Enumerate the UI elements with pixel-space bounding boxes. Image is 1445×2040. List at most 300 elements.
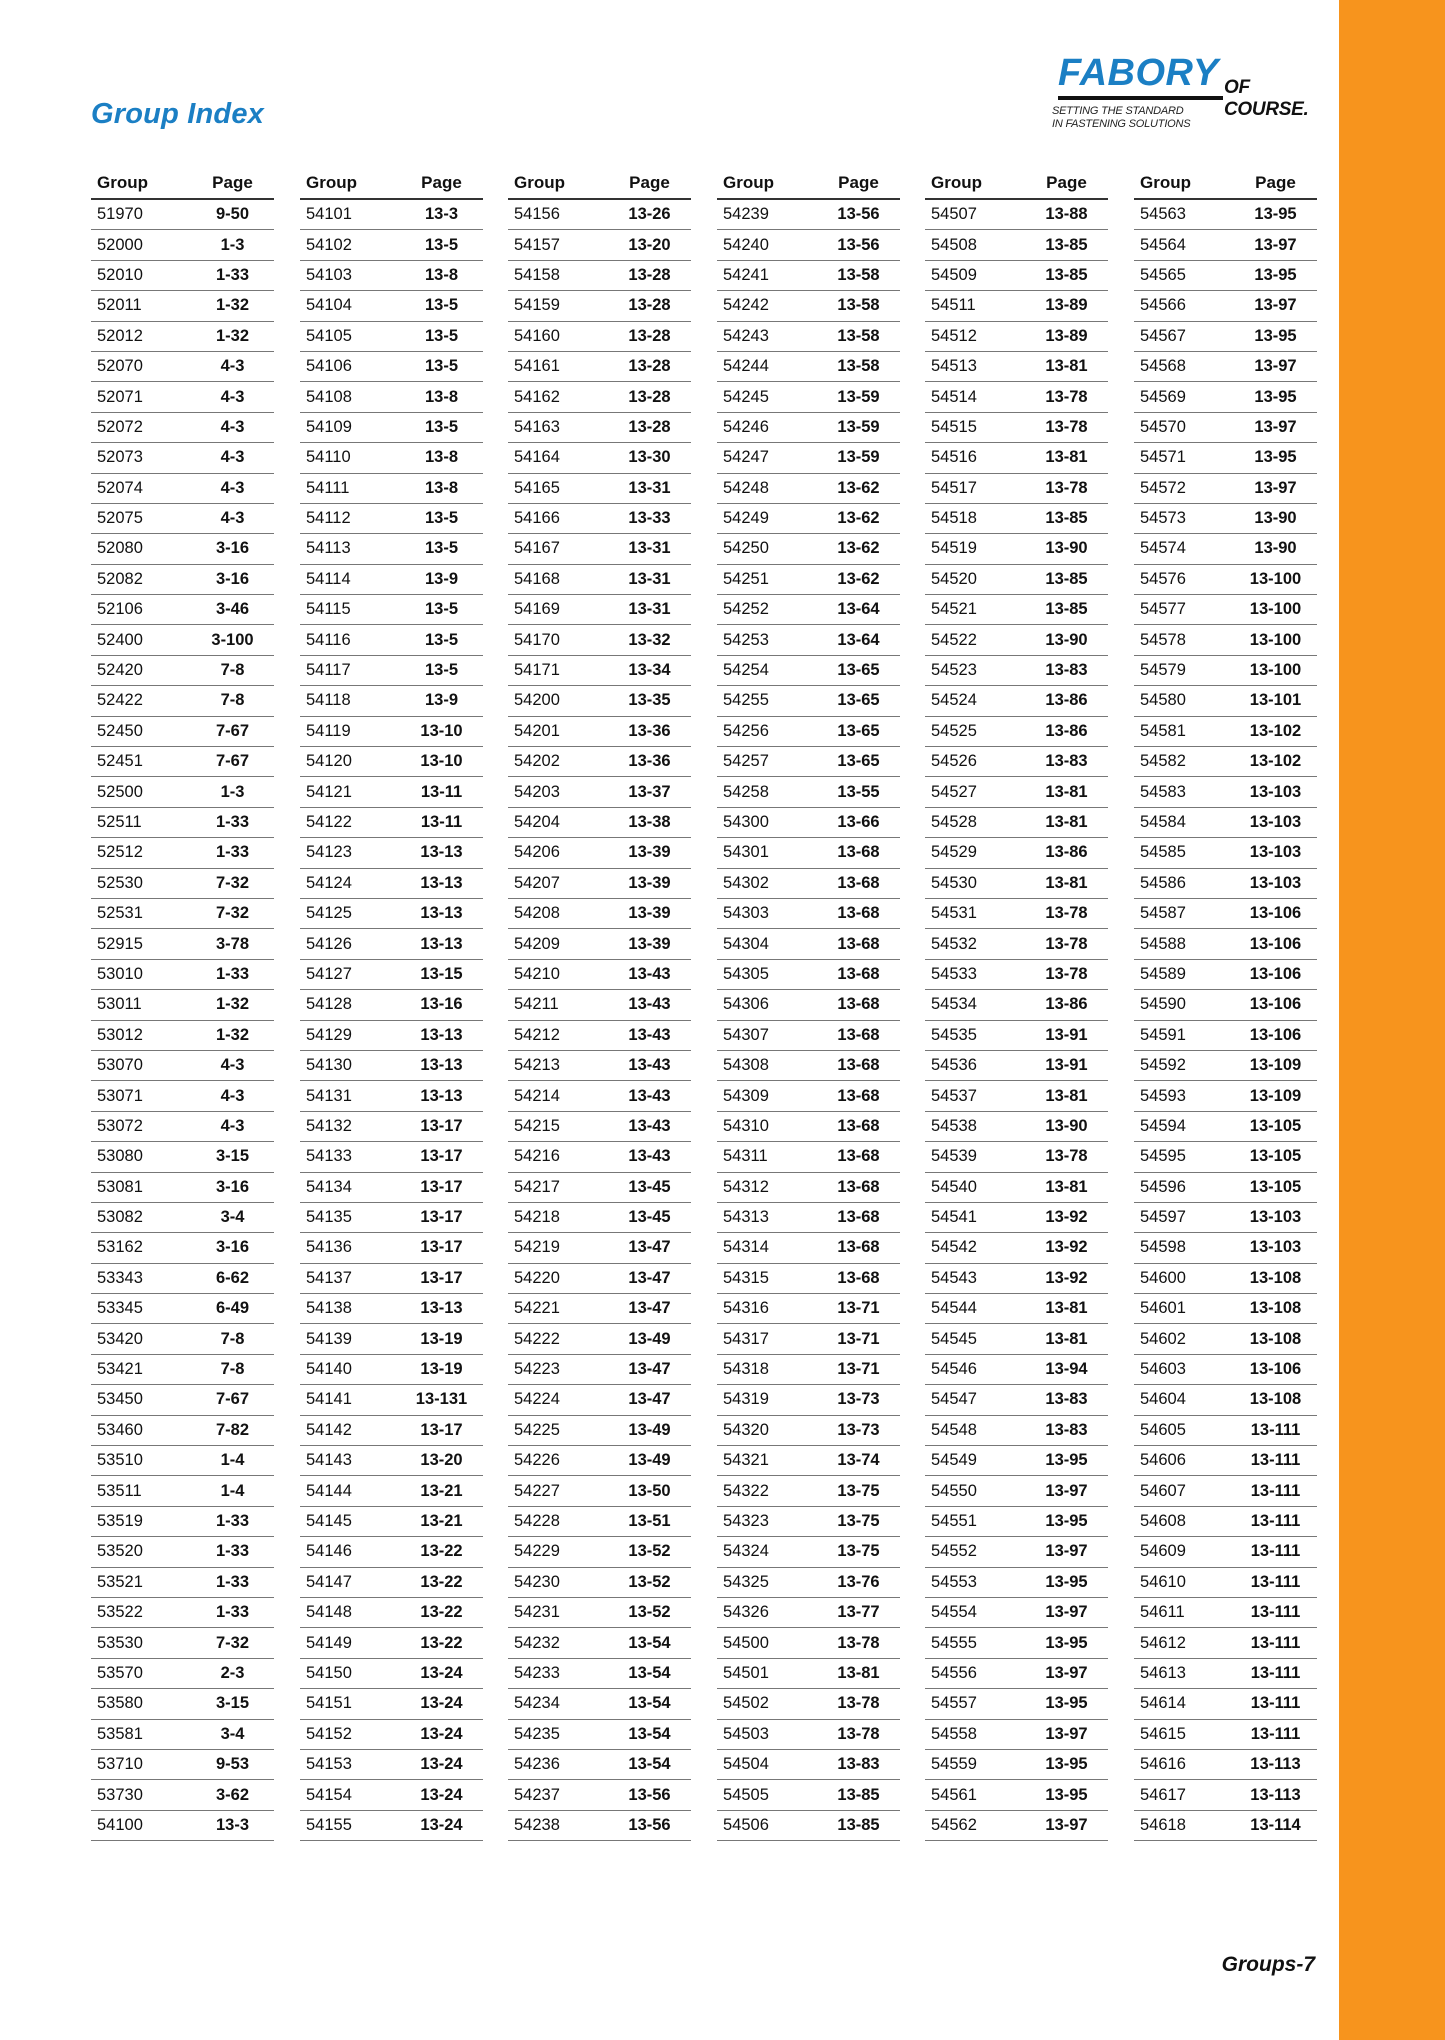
page-reference: 13-66	[837, 813, 880, 831]
group-number: 54607	[1140, 1481, 1186, 1500]
table-row	[925, 534, 1108, 564]
page-reference: 1-32	[215, 995, 250, 1014]
page-reference: 13-47	[628, 1390, 671, 1409]
table-row	[300, 960, 483, 990]
table-row	[1134, 960, 1317, 990]
table-row	[91, 717, 274, 747]
table-row	[300, 990, 483, 1020]
page-reference: 13-3	[424, 205, 459, 224]
page-reference: 1-33	[215, 964, 250, 983]
group-number: 54224	[514, 1390, 560, 1409]
table-row	[508, 1598, 691, 1628]
table-row	[717, 1416, 900, 1446]
page-reference: 7-8	[220, 661, 245, 680]
page-reference: 13-24	[420, 1815, 463, 1834]
group-number: 54137	[306, 1268, 352, 1287]
group-number: 54596	[1140, 1177, 1186, 1196]
group-number: 54564	[1140, 235, 1186, 254]
table-row	[1134, 1021, 1317, 1051]
page-reference: 13-111	[1250, 1603, 1301, 1622]
table-row	[1134, 1173, 1317, 1203]
table-row	[925, 656, 1108, 686]
group-number: 54210	[514, 964, 560, 983]
page-reference: 4-3	[220, 478, 245, 497]
group-number: 54532	[931, 934, 977, 953]
table-row	[1134, 899, 1317, 929]
group-number: 54303	[723, 904, 769, 923]
table-row	[91, 1173, 274, 1203]
page-reference: 3-16	[215, 539, 250, 558]
table-row	[717, 1476, 900, 1506]
table-row	[1134, 990, 1317, 1020]
table-row	[300, 1720, 483, 1750]
group-number: 54614	[1140, 1694, 1186, 1713]
table-row	[1134, 1507, 1317, 1537]
page-reference: 13-75	[837, 1542, 880, 1561]
page-reference: 13-95	[1254, 205, 1297, 224]
group-number: 54310	[723, 1116, 769, 1135]
page-reference: 13-97	[1254, 357, 1297, 376]
table-row	[717, 1507, 900, 1537]
page-reference: 13-22	[420, 1542, 463, 1561]
page-reference: 13-97	[1254, 478, 1297, 497]
table-row	[508, 1416, 691, 1446]
page-reference: 13-85	[1045, 235, 1088, 254]
group-number: 53420	[97, 1329, 143, 1348]
group-number: 54112	[306, 509, 351, 528]
group-number: 54565	[1140, 265, 1186, 284]
table-row	[717, 261, 900, 291]
table-row	[300, 382, 483, 412]
table-row	[1134, 261, 1317, 291]
group-number: 54220	[514, 1268, 560, 1287]
table-row	[508, 230, 691, 260]
table-row	[717, 382, 900, 412]
group-number: 54320	[723, 1420, 769, 1439]
page-reference: 1-33	[215, 1511, 250, 1530]
table-row	[925, 899, 1108, 929]
group-number: 54306	[723, 995, 769, 1014]
group-number: 54571	[1140, 448, 1186, 467]
table-row	[300, 1659, 483, 1689]
page-reference: 13-89	[1045, 326, 1088, 345]
group-number: 54549	[931, 1451, 977, 1470]
table-row	[717, 1021, 900, 1051]
table-row	[1134, 1233, 1317, 1263]
page-reference: 13-24	[420, 1694, 463, 1713]
table-row	[717, 413, 900, 443]
group-number: 54617	[1140, 1785, 1186, 1804]
page-reference: 13-90	[1045, 630, 1088, 649]
table-row	[717, 777, 900, 807]
table-row	[717, 960, 900, 990]
page-reference: 13-113	[1250, 1785, 1301, 1804]
column-header	[508, 168, 691, 200]
table-row	[925, 1112, 1108, 1142]
group-number: 53162	[97, 1238, 143, 1257]
page-reference: 13-85	[1045, 569, 1088, 588]
table-row	[717, 474, 900, 504]
page-reference: 13-105	[1249, 1116, 1302, 1135]
page-reference: 13-51	[628, 1511, 671, 1530]
group-number: 53450	[97, 1390, 143, 1409]
table-row	[300, 1780, 483, 1810]
table-row	[925, 747, 1108, 777]
group-number: 53072	[97, 1116, 143, 1135]
group-number: 54536	[931, 1056, 977, 1075]
page-reference: 13-103	[1249, 873, 1302, 892]
group-number: 54145	[306, 1511, 352, 1530]
page-reference: 13-5	[424, 630, 459, 649]
table-row	[925, 200, 1108, 230]
table-row	[508, 1720, 691, 1750]
table-row	[717, 929, 900, 959]
group-number: 53581	[97, 1724, 143, 1743]
page-reference: 13-114	[1250, 1815, 1301, 1834]
table-row	[1134, 1598, 1317, 1628]
page-reference: 13-28	[628, 296, 671, 315]
group-number: 54301	[723, 843, 769, 862]
group-number: 54131	[306, 1086, 352, 1105]
table-row	[717, 200, 900, 230]
group-number: 54555	[931, 1633, 977, 1652]
page-reference: 13-89	[1045, 296, 1088, 315]
group-number: 54589	[1140, 964, 1186, 983]
table-row	[508, 261, 691, 291]
page-reference: 7-82	[215, 1420, 250, 1439]
group-number: 54616	[1140, 1755, 1186, 1774]
table-row	[717, 1324, 900, 1354]
logo-tagline-line: IN FASTENING SOLUTIONS	[1052, 118, 1191, 130]
page-reference: 13-100	[1249, 661, 1302, 680]
table-row	[508, 474, 691, 504]
group-number: 54133	[306, 1147, 352, 1166]
group-number: 54225	[514, 1420, 560, 1439]
page-reference: 13-54	[628, 1755, 671, 1774]
page-reference: 13-24	[420, 1724, 463, 1743]
table-row	[717, 869, 900, 899]
table-row	[300, 929, 483, 959]
page-reference: 13-85	[837, 1785, 880, 1804]
page-reference: 13-90	[1254, 509, 1297, 528]
page-reference: 13-85	[1045, 509, 1088, 528]
table-row	[91, 352, 274, 382]
table-row	[91, 1233, 274, 1263]
table-row	[91, 565, 274, 595]
page-reference: 13-13	[420, 843, 463, 862]
group-number: 54302	[723, 873, 769, 892]
page-reference: 13-95	[1045, 1755, 1088, 1774]
group-number: 54167	[514, 539, 560, 558]
table-row	[925, 1021, 1108, 1051]
group-number: 54524	[931, 691, 977, 710]
page-reference: 13-58	[837, 357, 880, 376]
page-reference: 13-111	[1250, 1451, 1301, 1470]
group-number: 54502	[723, 1694, 769, 1713]
group-number: 54200	[514, 691, 560, 710]
group-number: 54315	[723, 1268, 769, 1287]
group-number: 54595	[1140, 1147, 1186, 1166]
table-row	[1134, 1385, 1317, 1415]
table-row	[925, 413, 1108, 443]
group-number: 54147	[306, 1572, 352, 1591]
table-row	[717, 1780, 900, 1810]
table-row	[91, 1203, 274, 1233]
table-row	[508, 504, 691, 534]
table-row	[717, 1446, 900, 1476]
page-reference: 13-94	[1045, 1360, 1088, 1379]
table-row	[925, 686, 1108, 716]
group-number: 52512	[97, 843, 143, 862]
table-row	[508, 1780, 691, 1810]
group-number: 54116	[306, 630, 351, 649]
table-row	[1134, 595, 1317, 625]
page-reference: 13-43	[628, 995, 671, 1014]
table-row	[717, 1628, 900, 1658]
group-number: 54587	[1140, 904, 1186, 923]
group-number: 54322	[723, 1481, 769, 1500]
page-reference: 13-24	[420, 1663, 463, 1682]
group-number: 54114	[306, 569, 351, 588]
group-number: 54522	[931, 630, 977, 649]
group-number: 54318	[723, 1360, 769, 1379]
page-reference: 13-58	[837, 265, 880, 284]
group-number: 54222	[514, 1329, 560, 1348]
page-reference: 7-67	[215, 1390, 250, 1409]
table-row	[1134, 474, 1317, 504]
page-reference: 13-74	[837, 1451, 880, 1470]
table-row	[91, 1142, 274, 1172]
group-number: 54204	[514, 813, 560, 831]
table-row	[300, 1416, 483, 1446]
table-row	[925, 565, 1108, 595]
group-number: 54132	[306, 1116, 352, 1135]
table-row	[925, 929, 1108, 959]
group-number: 54250	[723, 539, 769, 558]
page-reference: 13-35	[628, 691, 671, 710]
table-row	[300, 1051, 483, 1081]
page-reference: 13-45	[628, 1177, 671, 1196]
group-number: 53343	[97, 1268, 143, 1287]
group-number: 54533	[931, 964, 977, 983]
logo-subtitle: OF COURSE.	[1224, 77, 1309, 120]
table-row	[508, 1051, 691, 1081]
index-column	[508, 168, 691, 1841]
group-number: 54592	[1140, 1056, 1186, 1075]
group-number: 54539	[931, 1147, 977, 1166]
group-number: 54125	[306, 904, 352, 923]
page-reference: 13-90	[1254, 539, 1297, 558]
page-reference: 13-86	[1045, 721, 1088, 740]
group-number: 54574	[1140, 539, 1186, 558]
table-row	[91, 1385, 274, 1415]
table-row	[91, 1446, 274, 1476]
page-reference: 13-78	[1045, 417, 1088, 436]
table-row	[1134, 1081, 1317, 1111]
page-reference: 13-30	[628, 448, 671, 467]
page-reference: 13-111	[1250, 1511, 1301, 1530]
table-row	[91, 230, 274, 260]
table-row	[717, 656, 900, 686]
page-reference: 13-81	[1045, 357, 1088, 376]
group-number: 54515	[931, 417, 977, 436]
table-row	[508, 960, 691, 990]
table-row	[300, 808, 483, 838]
table-row	[925, 1446, 1108, 1476]
page-reference: 13-111	[1250, 1633, 1301, 1652]
page-reference: 13-20	[628, 235, 671, 254]
table-row	[925, 808, 1108, 838]
page-reference: 13-13	[420, 873, 463, 892]
table-row	[91, 1476, 274, 1506]
group-number: 54142	[306, 1420, 352, 1439]
column-header	[717, 168, 900, 200]
page-reference: 13-5	[424, 326, 459, 345]
table-row	[91, 1112, 274, 1142]
group-number: 54171	[514, 661, 560, 680]
page-reference: 13-103	[1249, 1208, 1302, 1227]
table-row	[91, 960, 274, 990]
table-row	[508, 1750, 691, 1780]
group-number: 54559	[931, 1755, 977, 1774]
page-reference: 4-3	[220, 1116, 245, 1135]
group-number: 52010	[97, 265, 143, 284]
group-number: 54245	[723, 387, 769, 406]
table-row	[925, 625, 1108, 655]
group-number: 54604	[1140, 1390, 1186, 1409]
page-reference: 13-13	[420, 1086, 463, 1105]
page-reference: 13-95	[1254, 265, 1297, 284]
group-number: 52000	[97, 235, 143, 254]
group-number: 54525	[931, 721, 977, 740]
orange-side-bar	[1339, 0, 1445, 2040]
group-number: 54513	[931, 357, 977, 376]
page-reference: 13-54	[628, 1633, 671, 1652]
table-row	[508, 1507, 691, 1537]
table-row	[717, 1750, 900, 1780]
page-reference: 13-92	[1045, 1208, 1088, 1227]
group-number: 52915	[97, 934, 143, 953]
table-row	[91, 1537, 274, 1567]
table-row	[925, 1476, 1108, 1506]
group-number: 53730	[97, 1785, 143, 1804]
group-number: 54506	[723, 1815, 769, 1834]
group-number: 52500	[97, 782, 143, 801]
table-row	[717, 1537, 900, 1567]
page-reference: 13-59	[837, 448, 880, 467]
index-column	[91, 168, 274, 1841]
table-row	[300, 1173, 483, 1203]
column-header	[91, 168, 274, 200]
group-number: 54508	[931, 235, 977, 254]
page-reference: 13-56	[837, 205, 880, 224]
table-row	[300, 777, 483, 807]
group-number: 54216	[514, 1147, 560, 1166]
page-reference: 13-83	[1045, 661, 1088, 680]
page-reference: 13-68	[837, 1086, 880, 1105]
group-number: 54514	[931, 387, 977, 406]
table-row	[925, 1750, 1108, 1780]
table-row	[508, 1021, 691, 1051]
page-reference: 13-111	[1250, 1572, 1301, 1591]
group-number: 54603	[1140, 1360, 1186, 1379]
page-reference: 13-56	[628, 1785, 671, 1804]
page-reference: 13-39	[628, 843, 671, 862]
table-row	[91, 1324, 274, 1354]
group-number: 54223	[514, 1360, 560, 1379]
page-reference: 3-100	[211, 630, 254, 649]
page-reference: 13-95	[1254, 326, 1297, 345]
page-reference: 1-33	[215, 1542, 250, 1561]
page-reference: 13-8	[424, 387, 459, 406]
table-row	[508, 656, 691, 686]
group-number: 54317	[723, 1329, 769, 1348]
group-number: 54153	[306, 1755, 352, 1774]
page-reference: 9-50	[215, 205, 250, 224]
page-reference: 13-78	[1045, 964, 1088, 983]
group-number: 54598	[1140, 1238, 1186, 1257]
table-row	[508, 1264, 691, 1294]
group-number: 54203	[514, 782, 560, 801]
page-reference: 13-39	[628, 934, 671, 953]
group-number: 54219	[514, 1238, 560, 1257]
group-number: 54534	[931, 995, 977, 1014]
page-reference: 13-105	[1249, 1147, 1302, 1166]
group-number: 54115	[306, 600, 351, 619]
group-number: 54507	[931, 205, 977, 224]
page-reference: 13-106	[1249, 904, 1302, 923]
group-number: 54516	[931, 448, 977, 467]
page-reference: 13-13	[420, 934, 463, 953]
group-number: 54601	[1140, 1299, 1186, 1318]
group-header: Group	[306, 173, 357, 192]
group-number: 53071	[97, 1086, 143, 1105]
table-row	[508, 838, 691, 868]
table-row	[717, 1689, 900, 1719]
group-number: 54239	[723, 205, 769, 224]
page-reference: 13-111	[1250, 1694, 1301, 1713]
table-row	[508, 1142, 691, 1172]
page-reference: 13-71	[837, 1329, 880, 1348]
group-number: 54149	[306, 1633, 352, 1652]
page-reference: 13-106	[1249, 1025, 1302, 1044]
page-reference: 13-97	[1045, 1542, 1088, 1561]
page-reference: 13-62	[837, 539, 880, 558]
group-number: 54543	[931, 1268, 977, 1287]
page-reference: 13-22	[420, 1603, 463, 1622]
page-reference: 13-39	[628, 904, 671, 923]
table-row	[91, 1568, 274, 1598]
group-number: 54255	[723, 691, 769, 710]
page-reference: 13-28	[628, 326, 671, 345]
table-row	[1134, 534, 1317, 564]
table-row	[717, 1203, 900, 1233]
group-number: 54128	[306, 995, 352, 1014]
table-row	[925, 1051, 1108, 1081]
page-reference: 13-52	[628, 1542, 671, 1561]
page-reference: 13-5	[424, 296, 459, 315]
table-row	[1134, 1689, 1317, 1719]
page-reference: 13-19	[420, 1360, 463, 1379]
page-reference: 6-62	[215, 1268, 250, 1287]
page-reference: 13-33	[628, 509, 671, 528]
group-number: 54233	[514, 1663, 560, 1682]
page-reference: 13-71	[837, 1299, 880, 1318]
column-header	[300, 168, 483, 200]
group-number: 54613	[1140, 1663, 1186, 1682]
page-reference: 13-78	[837, 1633, 880, 1652]
group-number: 54528	[931, 813, 977, 831]
